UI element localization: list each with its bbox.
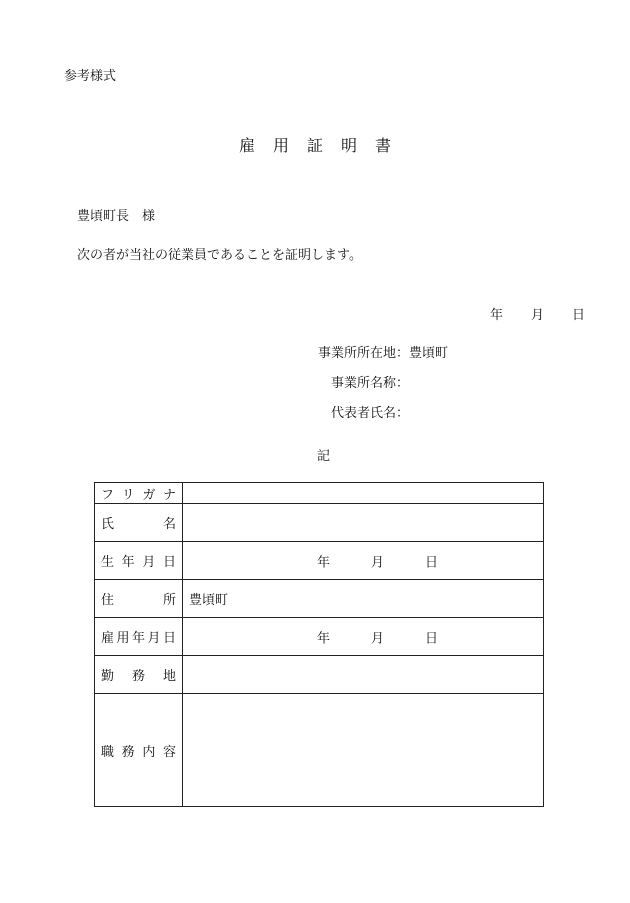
table-row-address	[95, 580, 544, 618]
employment-month-unit: 月	[371, 631, 385, 646]
employment-info-table	[94, 482, 544, 807]
employer-address-label: 事業所所在地：	[317, 346, 409, 361]
table-row-workplace	[95, 656, 544, 694]
birthdate-field[interactable]	[183, 542, 544, 580]
duties-label: 職 務 内 容	[95, 694, 183, 807]
workplace-label: 勤 務 地	[95, 656, 183, 694]
table-row-birthdate	[95, 542, 544, 580]
certification-statement: 次の者が当社の従業員であることを証明します。	[77, 248, 362, 263]
employer-address-row	[317, 345, 448, 375]
duties-field[interactable]	[183, 694, 544, 807]
birthdate-label: 生 年 月 日	[95, 542, 183, 580]
employment-year-unit: 年	[317, 631, 331, 646]
birthdate-year-unit: 年	[317, 555, 331, 570]
address-field[interactable]: 豊頃町	[183, 580, 544, 618]
ki-label: 記	[317, 449, 331, 464]
employment-day-unit: 日	[425, 631, 439, 646]
representative-row	[317, 405, 448, 435]
table-row-name	[95, 504, 544, 542]
name-field[interactable]	[183, 504, 544, 542]
issue-date-year: 年	[490, 308, 504, 323]
issue-date-month: 月	[531, 308, 545, 323]
issue-date	[490, 304, 585, 323]
employer-block	[317, 345, 448, 435]
birthdate-month-unit: 月	[371, 555, 385, 570]
employer-name-label: 事業所名称：	[330, 376, 409, 391]
employment-date-field[interactable]	[183, 618, 544, 656]
furigana-field[interactable]	[183, 483, 544, 504]
furigana-label: フ リ ガ ナ	[95, 483, 183, 504]
name-label: 氏 名	[95, 504, 183, 542]
form-label: 参考様式	[64, 69, 117, 84]
table-row-employment-date	[95, 618, 544, 656]
birthdate-day-unit: 日	[425, 555, 439, 570]
table-row-duties	[95, 694, 544, 807]
employment-date-label: 雇 用 年 月 日	[95, 618, 183, 656]
page-title: 雇用証明書	[238, 136, 409, 155]
table-row-furigana	[95, 483, 544, 504]
address-label: 住 所	[95, 580, 183, 618]
representative-label: 代表者氏名：	[330, 406, 409, 421]
employer-name-row	[317, 375, 448, 405]
employer-address-value: 豊頃町	[409, 346, 449, 361]
addressee: 豊頃町長 様	[77, 209, 156, 224]
workplace-field[interactable]	[183, 656, 544, 694]
issue-date-day: 日	[572, 308, 586, 323]
